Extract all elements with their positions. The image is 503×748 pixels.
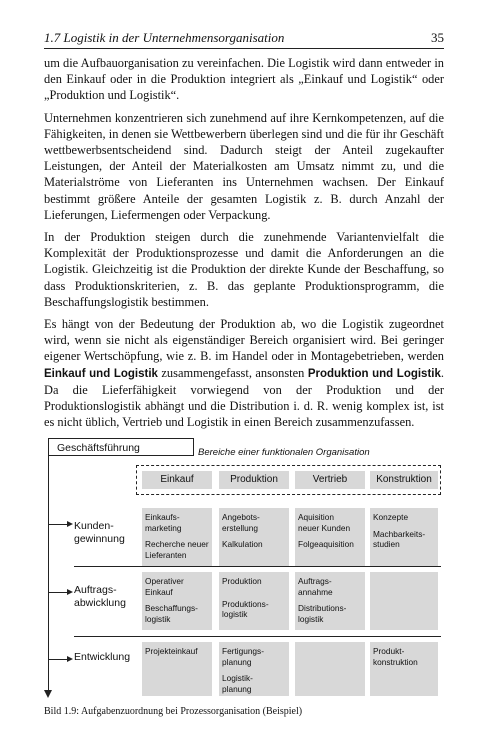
running-header-title: 1.7 Logistik in der Unternehmensorganisation bbox=[44, 30, 285, 45]
bold-term: Einkauf und Logistik bbox=[44, 367, 158, 380]
management-box: Geschäftsführung bbox=[48, 438, 194, 456]
cell-text-line: Logistik- bbox=[222, 673, 253, 683]
cell-text-line: Produktion bbox=[222, 576, 262, 586]
column-einkauf-header: Einkauf bbox=[142, 471, 212, 489]
paragraph: um die Aufbauorganisation zu vereinfachen. Die Logistik wird dann entweder in den Einkauf oder in die Produktion integriert als „Einkauf und Logistik“ oder „Produktion und Logistik“. bbox=[44, 56, 444, 103]
running-header bbox=[44, 28, 444, 49]
paragraph bbox=[44, 316, 444, 430]
bold-term: Produktion und Logistik bbox=[307, 367, 441, 380]
row-label-kundengewinnung bbox=[74, 520, 125, 546]
row-label-line: Auftrags- bbox=[74, 584, 117, 596]
cell-text-line: Distributions- bbox=[298, 603, 347, 613]
cell-text-line: planung bbox=[222, 656, 252, 667]
cell-text-line: Angebots- bbox=[222, 512, 260, 522]
row-arrowhead bbox=[67, 656, 73, 662]
cell-text-line: marketing bbox=[145, 522, 182, 533]
cell-kundengewinnung-produktion bbox=[219, 508, 289, 566]
cell-auftragsabwicklung-konstruktion bbox=[370, 572, 438, 630]
cell-text-line: Einkauf bbox=[145, 586, 173, 597]
row-arrowhead bbox=[67, 589, 73, 595]
cell-text-line: Beschaffungs- bbox=[145, 603, 198, 613]
cell-text-line: Folgeaquisition bbox=[298, 539, 354, 549]
column-vertrieb-header: Vertrieb bbox=[295, 471, 365, 489]
cell-text-line: annahme bbox=[298, 586, 333, 597]
cell-text-line: Produkt- bbox=[373, 646, 405, 656]
column-konstruktion-header: Konstruktion bbox=[370, 471, 438, 489]
cell-auftragsabwicklung-einkauf bbox=[142, 572, 212, 630]
cell-text-line: studien bbox=[373, 539, 400, 549]
cell-kundengewinnung-konstruktion bbox=[370, 508, 438, 566]
cell-text-line: planung bbox=[222, 683, 252, 694]
figure-caption: Bild 1.9: Aufgabenzuordnung bei Prozessorganisation (Beispiel) bbox=[44, 706, 303, 717]
text-run: zusammengefasst, ansonsten bbox=[157, 365, 308, 380]
cell-entwicklung-konstruktion bbox=[370, 642, 438, 696]
figure-title: Bereiche einer funktionalen Organisation bbox=[198, 447, 370, 458]
row-label-entwicklung bbox=[74, 651, 130, 664]
column-produktion-header: Produktion bbox=[219, 471, 289, 489]
cell-text-line: Fertigungs- bbox=[222, 646, 264, 656]
row-arrowhead bbox=[67, 521, 73, 527]
cell-kundengewinnung-einkauf bbox=[142, 508, 212, 566]
text-run: Es hängt von der Bedeutung der Produktion ab, wo die Logistik zugeordnet wird, wenn sie nicht als eigenständiger Bereich organisiert wird. Bei geringer eigener Wertschöpfung, wie z. B. im Handel oder in Montagebetrieben, werden bbox=[44, 317, 444, 364]
cell-text-line: erstellung bbox=[222, 522, 258, 533]
cell-text-line: Recherche neuer bbox=[145, 539, 209, 549]
row-arrow-line bbox=[48, 592, 68, 593]
row-arrow-line bbox=[48, 524, 68, 525]
paragraph: In der Produktion steigen durch die zunehmende Variantenvielfalt die Komplexität der Produktionsprozesse und damit die Anforderungen an die Logistik. Gleichzeitig ist die Produktion der direkte Kunde der Beschaffung, so dass Produktionskriterien, z. B. das geplante Produktionsprogramm, die Beschaffungslogistik bestimmen. bbox=[44, 230, 444, 309]
figure-process-organization bbox=[44, 438, 444, 700]
paragraph: Unternehmen konzentrieren sich zunehmend auf ihre Kernkompetenzen, auf die Fähigkeiten, in denen sie Wettbewerbern überlegen sind und die für ihr Geschäft wettbewerbsentscheidend sind. Dadurch steigt der Anteil zugekaufter Leistungen, der Anteil der Materialkosten am Umsatz nimmt zu, und die Materialströme von Lieferanten ins Unternehmen wachsen. Der Einkauf bestimmt größere Anteile der gesamten Logistik z. B. durch Anzahl der Lieferungen, Liefermengen oder Verpackung. bbox=[44, 110, 444, 222]
cell-text-line: Lieferanten bbox=[145, 549, 187, 560]
cell-text-line: Aquisition bbox=[298, 512, 334, 522]
cell-entwicklung-produktion bbox=[219, 642, 289, 696]
cell-text-line: konstruktion bbox=[373, 656, 418, 667]
cell-text-line: Einkaufs- bbox=[145, 512, 180, 522]
cell-auftragsabwicklung-produktion bbox=[219, 572, 289, 630]
cell-auftragsabwicklung-vertrieb bbox=[295, 572, 365, 630]
row-label-line: Kunden- bbox=[74, 520, 114, 532]
cell-text-line: logistik bbox=[222, 609, 248, 619]
text-run: . Da die Lieferfähigkeit vorwiegend von der Produktion und der Produktionslogistik abhängt und die Distribution i. d. R. wenig komplex ist, ist es nicht üblich, Vertrieb und Logistik in einen Bereich zusammenzufassen. bbox=[44, 365, 444, 430]
cell-kundengewinnung-vertrieb bbox=[295, 508, 365, 566]
cell-text-line: Konzepte bbox=[373, 512, 409, 522]
row-label-line: Entwicklung bbox=[74, 651, 131, 663]
process-flow-arrowhead bbox=[44, 690, 52, 698]
page-number: 35 bbox=[431, 30, 444, 45]
cell-text-line: Projekteinkauf bbox=[145, 646, 198, 656]
cell-entwicklung-vertrieb bbox=[295, 642, 365, 696]
row-separator bbox=[74, 566, 441, 567]
body-text bbox=[44, 55, 444, 436]
row-arrow-line bbox=[48, 659, 68, 660]
row-label-auftragsabwicklung bbox=[74, 584, 126, 610]
row-separator bbox=[74, 636, 441, 637]
cell-entwicklung-einkauf bbox=[142, 642, 212, 696]
cell-text-line: Produktions- bbox=[222, 598, 269, 609]
row-label-line: abwicklung bbox=[74, 597, 126, 609]
cell-text-line: neuer Kunden bbox=[298, 522, 351, 533]
cell-text-line: logistik bbox=[145, 613, 171, 624]
cell-text-line: Machbarkeits- bbox=[373, 528, 426, 539]
row-label-line: gewinnung bbox=[74, 533, 125, 545]
cell-text-line: Kalkulation bbox=[222, 539, 263, 549]
cell-text-line: logistik bbox=[298, 613, 324, 624]
cell-text-line: Operativer bbox=[145, 576, 184, 586]
cell-text-line: Auftrags- bbox=[298, 576, 332, 586]
